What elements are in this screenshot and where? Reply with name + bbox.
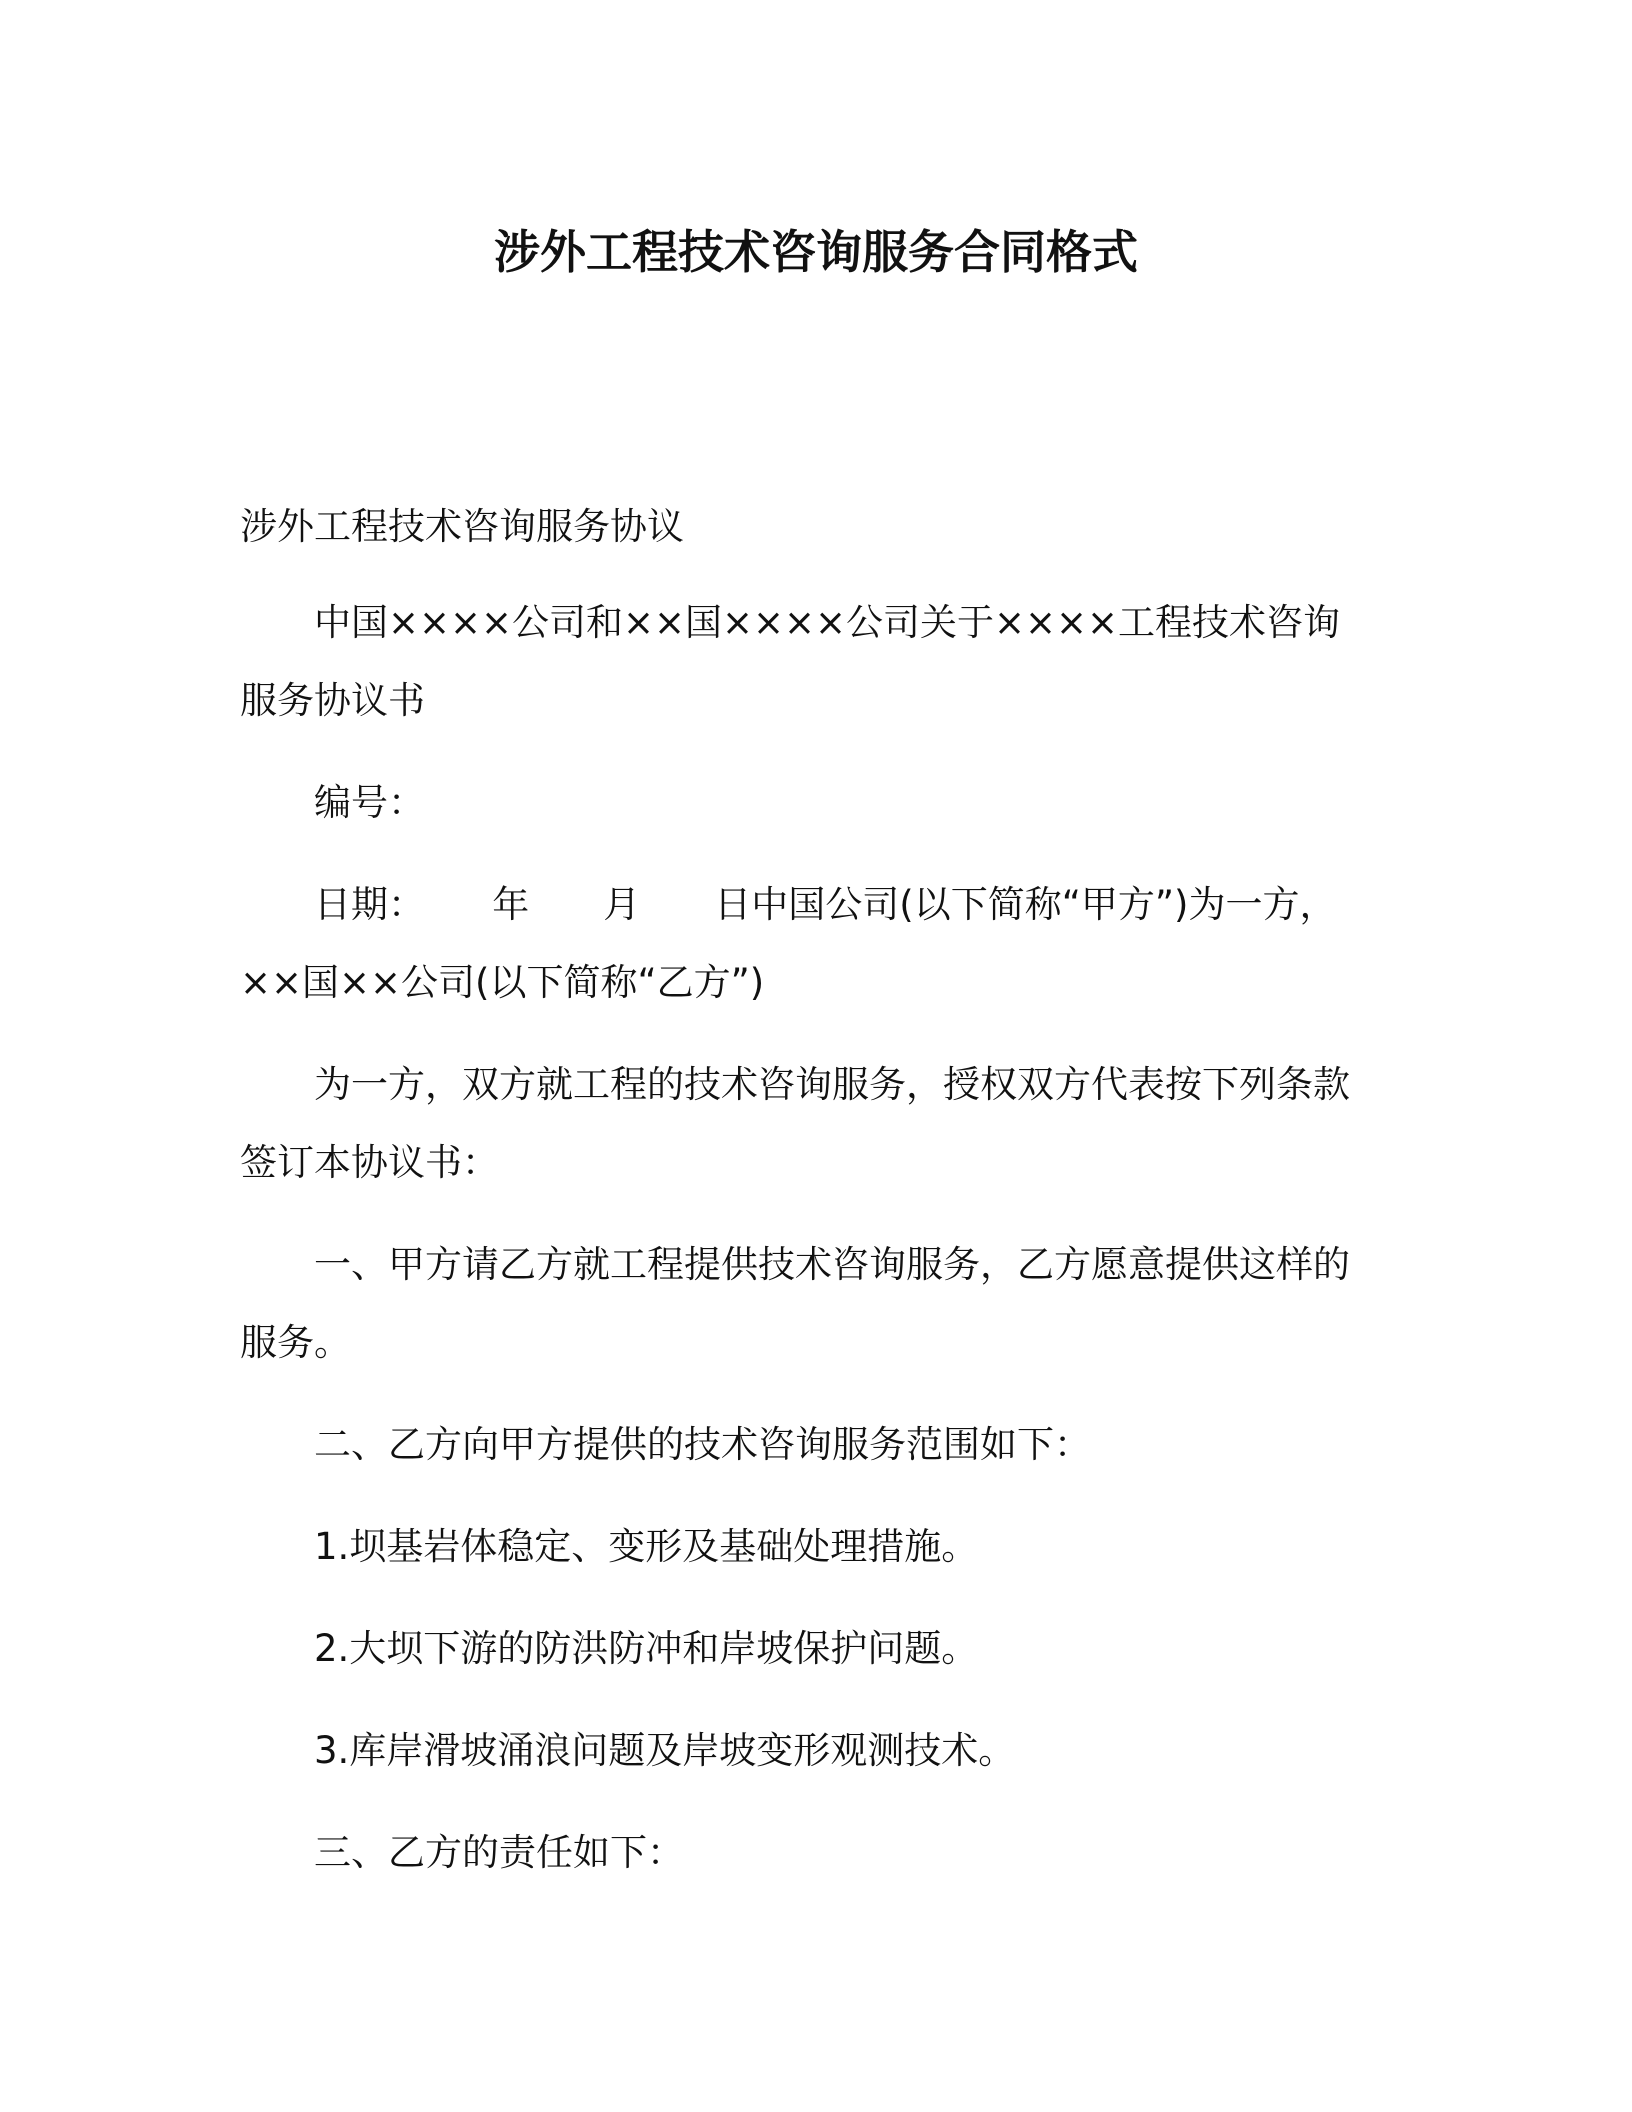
paragraph-subtitle: 涉外工程技术咨询服务协议 [240, 505, 684, 548]
paragraph-clause-2: 二、乙方向甲方提供的技术咨询服务范围如下： [314, 1423, 1091, 1466]
paragraph-item-2: 2.大坝下游的防洪防冲和岸坡保护问题。 [314, 1627, 979, 1670]
paragraph-item-3: 3.库岸滑坡涌浪问题及岸坡变形观测技术。 [314, 1729, 1016, 1772]
paragraph-date-parties: 日期： 年 月 日中国公司(以下简称“甲方”)为一方，××国××公司(以下简称“乙方”) [240, 883, 1337, 1004]
paragraph-intro: 为一方，双方就工程的技术咨询服务，授权双方代表按下列条款签订本协议书： [240, 1063, 1350, 1184]
paragraph-item-1: 1.坝基岩体稳定、变形及基础处理措施。 [314, 1525, 979, 1568]
paragraph-clause-3: 三、乙方的责任如下： [314, 1831, 684, 1874]
paragraph-agreement-heading: 中国××××公司和××国××××公司关于××××工程技术咨询服务协议书 [240, 601, 1341, 722]
paragraph-clause-1: 一、甲方请乙方就工程提供技术咨询服务，乙方愿意提供这样的服务。 [240, 1243, 1350, 1364]
paragraph-number: 编号： [314, 781, 425, 824]
document-title: 涉外工程技术咨询服务合同格式 [494, 225, 1138, 279]
